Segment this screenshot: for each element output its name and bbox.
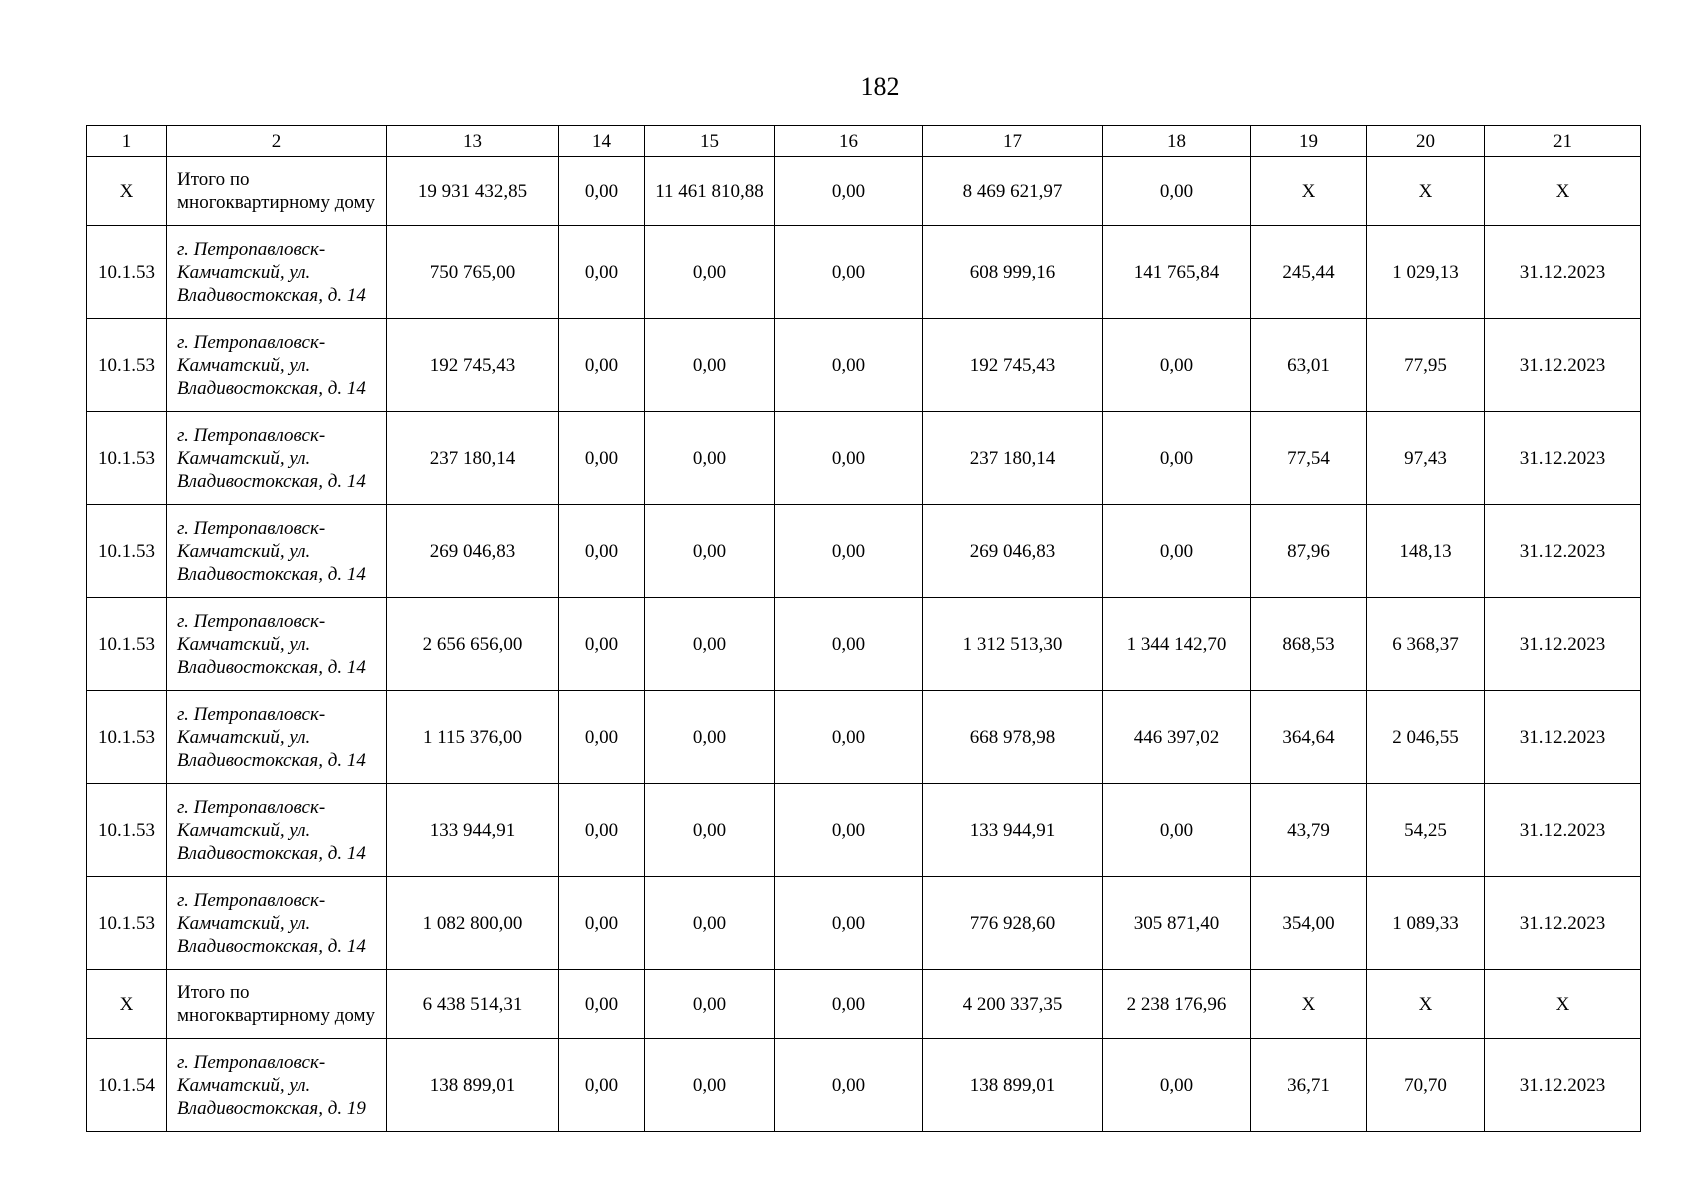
column-header: 15: [645, 126, 775, 157]
col-20-cell: 70,70: [1367, 1039, 1485, 1132]
col-16-cell: 0,00: [775, 691, 923, 784]
col-15-cell: 0,00: [645, 412, 775, 505]
table-body: [87, 157, 1641, 1132]
col-16-cell: 0,00: [775, 598, 923, 691]
col-14-cell: 0,00: [559, 319, 645, 412]
date-cell: 31.12.2023: [1485, 319, 1641, 412]
col-13-cell: 237 180,14: [387, 412, 559, 505]
col-18-cell: 0,00: [1103, 319, 1251, 412]
col-17-cell: 138 899,01: [923, 1039, 1103, 1132]
col-13-cell: 1 115 376,00: [387, 691, 559, 784]
address-cell: г. Петропавловск-Камчатский, ул. Владивостокская, д. 14: [167, 877, 387, 970]
table-row: [87, 598, 1641, 691]
address-cell: г. Петропавловск-Камчатский, ул. Владивостокская, д. 14: [167, 226, 387, 319]
col-17-cell: 1 312 513,30: [923, 598, 1103, 691]
col-13-cell: 750 765,00: [387, 226, 559, 319]
col-20-cell: 148,13: [1367, 505, 1485, 598]
col-20-cell: 6 368,37: [1367, 598, 1485, 691]
col-20-cell: 77,95: [1367, 319, 1485, 412]
row-number-cell: 10.1.53: [87, 598, 167, 691]
total-label-cell: Итого по многоквартирному дому: [167, 157, 387, 226]
col-19-cell: 868,53: [1251, 598, 1367, 691]
col-18-cell: 446 397,02: [1103, 691, 1251, 784]
address-cell: г. Петропавловск-Камчатский, ул. Владивостокская, д. 14: [167, 784, 387, 877]
col-17-cell: 776 928,60: [923, 877, 1103, 970]
row-number-cell: 10.1.53: [87, 877, 167, 970]
col-14-cell: 0,00: [559, 412, 645, 505]
table-row: [87, 1039, 1641, 1132]
col-15-cell: 0,00: [645, 226, 775, 319]
col-20-cell: 1 089,33: [1367, 877, 1485, 970]
date-cell: 31.12.2023: [1485, 598, 1641, 691]
col-20-cell: X: [1367, 970, 1485, 1039]
table-row: [87, 319, 1641, 412]
col-20-cell: 2 046,55: [1367, 691, 1485, 784]
column-header: 19: [1251, 126, 1367, 157]
col-18-cell: 305 871,40: [1103, 877, 1251, 970]
col-15-cell: 0,00: [645, 505, 775, 598]
col-13-cell: 138 899,01: [387, 1039, 559, 1132]
col-16-cell: 0,00: [775, 784, 923, 877]
col-17-cell: 269 046,83: [923, 505, 1103, 598]
row-number-cell: 10.1.54: [87, 1039, 167, 1132]
date-cell: 31.12.2023: [1485, 691, 1641, 784]
col-17-cell: 608 999,16: [923, 226, 1103, 319]
table-row: [87, 412, 1641, 505]
row-number-cell: 10.1.53: [87, 412, 167, 505]
column-header: 14: [559, 126, 645, 157]
col-18-cell: 2 238 176,96: [1103, 970, 1251, 1039]
col-13-cell: 1 082 800,00: [387, 877, 559, 970]
col-14-cell: 0,00: [559, 877, 645, 970]
registry-table: [86, 125, 1641, 1132]
col-19-cell: 354,00: [1251, 877, 1367, 970]
column-header: 1: [87, 126, 167, 157]
col-14-cell: 0,00: [559, 226, 645, 319]
col-13-cell: 192 745,43: [387, 319, 559, 412]
col-17-cell: 237 180,14: [923, 412, 1103, 505]
date-cell: 31.12.2023: [1485, 412, 1641, 505]
table-row: [87, 784, 1641, 877]
col-18-cell: 0,00: [1103, 1039, 1251, 1132]
col-17-cell: 4 200 337,35: [923, 970, 1103, 1039]
col-13-cell: 269 046,83: [387, 505, 559, 598]
col-18-cell: 0,00: [1103, 784, 1251, 877]
table-row: [87, 691, 1641, 784]
total-label-cell: Итого по многоквартирному дому: [167, 970, 387, 1039]
date-cell: 31.12.2023: [1485, 1039, 1641, 1132]
col-15-cell: 0,00: [645, 877, 775, 970]
table-row: [87, 505, 1641, 598]
col-18-cell: 0,00: [1103, 157, 1251, 226]
date-cell: 31.12.2023: [1485, 226, 1641, 319]
col-18-cell: 0,00: [1103, 412, 1251, 505]
table-row: [87, 877, 1641, 970]
col-13-cell: 6 438 514,31: [387, 970, 559, 1039]
column-header: 17: [923, 126, 1103, 157]
col-16-cell: 0,00: [775, 412, 923, 505]
date-cell: X: [1485, 970, 1641, 1039]
col-17-cell: 133 944,91: [923, 784, 1103, 877]
date-cell: 31.12.2023: [1485, 877, 1641, 970]
col-15-cell: 0,00: [645, 691, 775, 784]
address-cell: г. Петропавловск-Камчатский, ул. Владивостокская, д. 14: [167, 319, 387, 412]
row-number-cell: 10.1.53: [87, 691, 167, 784]
col-15-cell: 11 461 810,88: [645, 157, 775, 226]
col-19-cell: 43,79: [1251, 784, 1367, 877]
address-cell: г. Петропавловск-Камчатский, ул. Владивостокская, д. 14: [167, 412, 387, 505]
col-19-cell: 87,96: [1251, 505, 1367, 598]
col-14-cell: 0,00: [559, 970, 645, 1039]
row-number-cell: X: [87, 157, 167, 226]
col-16-cell: 0,00: [775, 877, 923, 970]
col-17-cell: 668 978,98: [923, 691, 1103, 784]
col-14-cell: 0,00: [559, 157, 645, 226]
col-18-cell: 0,00: [1103, 505, 1251, 598]
address-cell: г. Петропавловск-Камчатский, ул. Владивостокская, д. 14: [167, 691, 387, 784]
col-19-cell: 364,64: [1251, 691, 1367, 784]
col-16-cell: 0,00: [775, 505, 923, 598]
col-19-cell: X: [1251, 970, 1367, 1039]
col-19-cell: X: [1251, 157, 1367, 226]
col-16-cell: 0,00: [775, 970, 923, 1039]
date-cell: X: [1485, 157, 1641, 226]
column-header: 20: [1367, 126, 1485, 157]
column-header: 21: [1485, 126, 1641, 157]
row-number-cell: 10.1.53: [87, 784, 167, 877]
table-row: [87, 226, 1641, 319]
row-number-cell: 10.1.53: [87, 319, 167, 412]
row-number-cell: 10.1.53: [87, 226, 167, 319]
col-15-cell: 0,00: [645, 319, 775, 412]
address-cell: г. Петропавловск-Камчатский, ул. Владивостокская, д. 14: [167, 505, 387, 598]
column-header: 16: [775, 126, 923, 157]
col-19-cell: 36,71: [1251, 1039, 1367, 1132]
col-16-cell: 0,00: [775, 226, 923, 319]
col-20-cell: 1 029,13: [1367, 226, 1485, 319]
col-16-cell: 0,00: [775, 157, 923, 226]
col-13-cell: 2 656 656,00: [387, 598, 559, 691]
col-19-cell: 245,44: [1251, 226, 1367, 319]
col-15-cell: 0,00: [645, 784, 775, 877]
date-cell: 31.12.2023: [1485, 505, 1641, 598]
col-17-cell: 192 745,43: [923, 319, 1103, 412]
column-header: 13: [387, 126, 559, 157]
col-14-cell: 0,00: [559, 784, 645, 877]
col-19-cell: 63,01: [1251, 319, 1367, 412]
col-13-cell: 19 931 432,85: [387, 157, 559, 226]
col-17-cell: 8 469 621,97: [923, 157, 1103, 226]
col-20-cell: 54,25: [1367, 784, 1485, 877]
col-20-cell: 97,43: [1367, 412, 1485, 505]
col-14-cell: 0,00: [559, 598, 645, 691]
page-number: 182: [860, 72, 900, 101]
row-number-cell: 10.1.53: [87, 505, 167, 598]
col-16-cell: 0,00: [775, 319, 923, 412]
table-header: [87, 126, 1641, 157]
col-13-cell: 133 944,91: [387, 784, 559, 877]
address-cell: г. Петропавловск-Камчатский, ул. Владивостокская, д. 14: [167, 598, 387, 691]
address-cell: г. Петропавловск-Камчатский, ул. Владивостокская, д. 19: [167, 1039, 387, 1132]
column-header: 18: [1103, 126, 1251, 157]
col-15-cell: 0,00: [645, 598, 775, 691]
total-row: [87, 157, 1641, 226]
column-header: 2: [167, 126, 387, 157]
col-15-cell: 0,00: [645, 970, 775, 1039]
col-19-cell: 77,54: [1251, 412, 1367, 505]
col-14-cell: 0,00: [559, 505, 645, 598]
col-16-cell: 0,00: [775, 1039, 923, 1132]
date-cell: 31.12.2023: [1485, 784, 1641, 877]
col-20-cell: X: [1367, 157, 1485, 226]
col-18-cell: 141 765,84: [1103, 226, 1251, 319]
row-number-cell: X: [87, 970, 167, 1039]
total-row: [87, 970, 1641, 1039]
col-18-cell: 1 344 142,70: [1103, 598, 1251, 691]
col-15-cell: 0,00: [645, 1039, 775, 1132]
header-row: [87, 126, 1641, 157]
col-14-cell: 0,00: [559, 1039, 645, 1132]
col-14-cell: 0,00: [559, 691, 645, 784]
